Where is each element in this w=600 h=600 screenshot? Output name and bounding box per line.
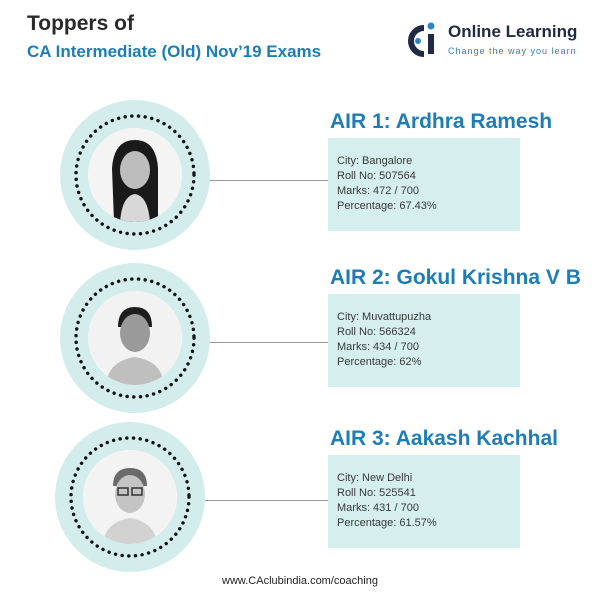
topper-percentage: Percentage: 62%: [337, 356, 422, 368]
photo-frame: [60, 263, 210, 413]
connector-line: [200, 180, 328, 181]
topper-roll: Roll No: 525541: [337, 487, 416, 499]
page-subtitle: CA Intermediate (Old) Nov’19 Exams: [27, 42, 322, 61]
topper-photo: [88, 128, 182, 222]
brand-logo: [404, 18, 584, 68]
topper-details: [328, 138, 520, 231]
topper-marks: Marks: 431 / 700: [337, 502, 419, 514]
topper-marks: Marks: 472 / 700: [337, 185, 419, 197]
topper-roll: Roll No: 566324: [337, 326, 416, 338]
topper-city: City: New Delhi: [337, 472, 413, 484]
topper-rank-name: AIR 1: Ardhra Ramesh: [330, 110, 553, 133]
photo-frame: [55, 422, 205, 572]
topper-photo: [88, 291, 182, 385]
topper-details: [328, 294, 520, 387]
topper-percentage: Percentage: 67.43%: [337, 200, 437, 212]
topper-roll: Roll No: 507564: [337, 170, 416, 182]
photo-frame: [60, 100, 210, 250]
topper-marks: Marks: 434 / 700: [337, 341, 419, 353]
topper-city: City: Muvattupuzha: [337, 311, 432, 323]
connector-line: [200, 342, 328, 343]
topper-city: City: Bangalore: [337, 155, 413, 167]
footer-url: www.CAclubindia.com/coaching: [222, 575, 378, 587]
topper-rank-name: AIR 3: Aakash Kachhal: [330, 427, 558, 450]
logo-tagline: Change the way you learn: [448, 46, 577, 56]
topper-details: [328, 455, 520, 548]
topper-photo: [83, 450, 177, 544]
page-title: Toppers of: [27, 12, 134, 35]
topper-percentage: Percentage: 61.57%: [337, 517, 437, 529]
ci-logo-icon: [404, 20, 446, 62]
logo-name: Online Learning: [448, 22, 578, 41]
connector-line: [200, 500, 328, 501]
topper-rank-name: AIR 2: Gokul Krishna V B: [330, 266, 581, 289]
